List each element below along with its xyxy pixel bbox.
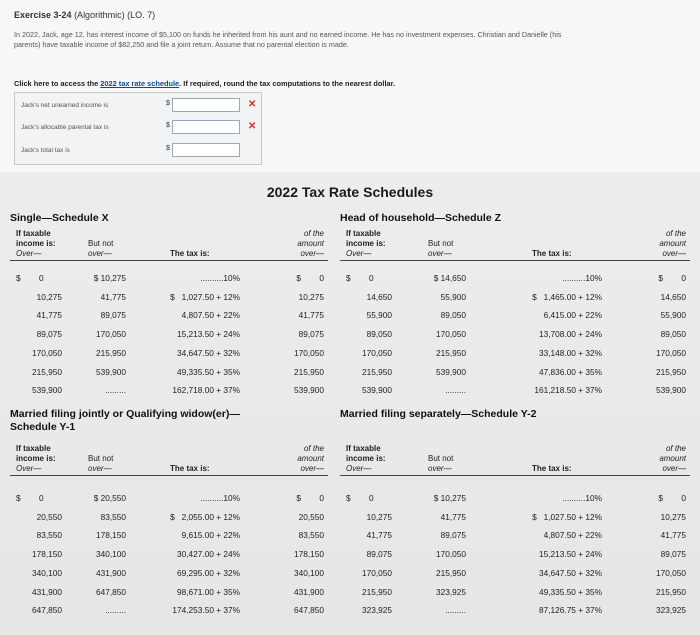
- cell-but-not: 83,550: [100, 511, 126, 522]
- cell-tax: 34,647.50 + 32%: [177, 347, 240, 358]
- cell-but-not: 215,950: [436, 567, 466, 578]
- col-header-income-is: income is:: [346, 454, 386, 463]
- cell-but-not: .........: [445, 605, 466, 616]
- cell-tax: 49,335.50 + 35%: [539, 586, 602, 597]
- schedule-title: Single—Schedule X: [10, 212, 109, 224]
- question-panel: [0, 0, 700, 172]
- cell-amount-over: 83,550: [298, 530, 324, 541]
- schedule-title: Married filing separately—Schedule Y-2: [340, 408, 537, 420]
- exercise-title: Exercise 3-24 (Algorithmic) (LO. 7): [14, 10, 156, 20]
- cell-but-not: 215,950: [436, 347, 466, 358]
- cell-over: 20,550: [36, 511, 62, 522]
- cell-over: 89,050: [366, 329, 392, 340]
- cell-amount-over: 647,850: [294, 605, 324, 616]
- cell-but-not: 170,050: [96, 329, 126, 340]
- cell-tax: 9,615.00 + 22%: [181, 530, 240, 541]
- col-header-over: Over—: [16, 249, 42, 258]
- col-header-over-lower: over—: [428, 249, 452, 258]
- col-header-over-lower: over—: [88, 249, 112, 258]
- sheet-title: 2022 Tax Rate Schedules: [266, 184, 434, 200]
- allocable-parental-tax-input[interactable]: [172, 120, 240, 134]
- header-rule: [340, 260, 690, 261]
- cell-but-not: 170,050: [436, 549, 466, 560]
- col-header-income-is: income is:: [16, 239, 56, 248]
- cell-over: 340,100: [32, 567, 62, 578]
- cell-tax: ..........10%: [562, 493, 602, 503]
- cell-tax: 98,671.00 + 35%: [177, 586, 240, 597]
- cell-but-not: 41,775: [440, 511, 466, 522]
- col-header-but-not: But not: [428, 454, 454, 463]
- cell-tax: ..........10%: [200, 273, 240, 283]
- cell-over: 647,850: [32, 605, 62, 616]
- cell-tax: 15,213.50 + 24%: [539, 549, 602, 560]
- instruction-text: Click here to access the 2022 tax rate schedule. If required, round the tax computations to the nearest dollar.: [14, 79, 396, 88]
- cell-over: 431,900: [32, 586, 62, 597]
- col-header-but-not: But not: [428, 239, 454, 248]
- cell-but-not: 170,050: [436, 329, 466, 340]
- col-header-over: Over—: [16, 464, 42, 473]
- cell-amount-over: $ 0: [296, 273, 324, 283]
- col-header-if-taxable: If taxable: [16, 229, 51, 238]
- cell-but-not: .........: [105, 605, 126, 616]
- cell-over: 215,950: [362, 586, 392, 597]
- cell-amount-over: 215,950: [294, 366, 324, 377]
- cell-tax: 174,253.50 + 37%: [172, 605, 240, 616]
- cell-but-not: $ 10,275: [93, 273, 126, 283]
- cell-over: 10,275: [366, 511, 392, 522]
- cell-but-not: $ 20,550: [93, 493, 126, 503]
- cell-amount-over: 215,950: [656, 366, 686, 377]
- cell-amount-over: 539,900: [656, 385, 686, 396]
- cell-over: $ 0: [16, 493, 44, 503]
- cell-amount-over: 539,900: [294, 385, 324, 396]
- col-header-but-not: But not: [88, 454, 114, 463]
- cell-but-not: 340,100: [96, 549, 126, 560]
- header-rule: [10, 475, 328, 476]
- col-header-tax-is: The tax is:: [532, 249, 572, 258]
- cell-amount-over: 10,275: [298, 291, 324, 302]
- cell-amount-over: 89,075: [660, 549, 686, 560]
- problem-text: In 2022, Jack, age 12, has interest income of $5,100 on funds he inherited from his aunt and no earned income. He has no investment expenses. Christian and Danielle (his parents) have taxable income of $82,250 and file a joint return. Assume that no parental election is made.: [14, 30, 562, 49]
- cell-amount-over: 41,775: [660, 530, 686, 541]
- col-header-over: Over—: [346, 464, 372, 473]
- cell-over: 539,900: [32, 385, 62, 396]
- col-header-tax-is: The tax is:: [170, 249, 210, 258]
- header-rule: [340, 475, 690, 476]
- cell-but-not: 431,900: [96, 567, 126, 578]
- cell-over: 178,150: [32, 549, 62, 560]
- cell-over: $ 0: [16, 273, 44, 283]
- col-header-of-the: of the: [303, 229, 324, 238]
- cell-tax: 69,295.00 + 32%: [177, 567, 240, 578]
- col-header-if-taxable: If taxable: [346, 229, 381, 238]
- cell-over: 170,050: [362, 347, 392, 358]
- cell-tax: 30,427.00 + 24%: [177, 549, 240, 560]
- cell-but-not: 89,075: [440, 530, 466, 541]
- cell-amount-over: 10,275: [660, 511, 686, 522]
- cell-but-not: .........: [105, 385, 126, 396]
- col-header-income-is: income is:: [16, 454, 56, 463]
- cell-amount-over: 170,050: [656, 347, 686, 358]
- cell-amount-over: $ 0: [658, 273, 686, 283]
- cell-amount-over: 55,900: [660, 310, 686, 321]
- cell-tax: 33,148.00 + 32%: [539, 347, 602, 358]
- col-header-over-amount: over—: [300, 249, 324, 258]
- answer-box: [14, 92, 262, 165]
- cell-amount-over: 89,050: [660, 329, 686, 340]
- cell-over: 41,775: [366, 530, 392, 541]
- cell-but-not: $ 14,650: [433, 273, 466, 283]
- schedule-title: Married filing jointly or Qualifying widow(er)—: [10, 408, 240, 420]
- cell-tax: 4,807.50 + 22%: [181, 310, 240, 321]
- cell-over: 14,650: [366, 291, 392, 302]
- cell-tax: 13,708.00 + 24%: [539, 329, 602, 340]
- cell-over: 55,900: [366, 310, 392, 321]
- cell-but-not: 178,150: [96, 530, 126, 541]
- cell-tax: 161,218.50 + 37%: [534, 385, 602, 396]
- cell-over: 83,550: [36, 530, 62, 541]
- cell-tax: 4,807.50 + 22%: [543, 530, 602, 541]
- schedule-title-line2: Schedule Y-1: [10, 421, 76, 433]
- answer-row-net-unearned: Jack's net unearned income is $ ✕: [21, 99, 257, 110]
- cell-tax: ..........10%: [200, 493, 240, 503]
- cell-tax: $ 2,055.00 + 12%: [170, 511, 240, 522]
- cell-amount-over: 340,100: [294, 567, 324, 578]
- cell-tax: $ 1,027.50 + 12%: [532, 511, 602, 522]
- cell-tax: ..........10%: [562, 273, 602, 283]
- cell-over: $ 0: [346, 273, 374, 283]
- col-header-over-amount: over—: [662, 249, 686, 258]
- cell-amount-over: 323,925: [656, 605, 686, 616]
- cell-over: 170,050: [32, 347, 62, 358]
- cell-over: 215,950: [362, 366, 392, 377]
- cell-tax: 49,335.50 + 35%: [177, 366, 240, 377]
- cell-tax: 87,126.75 + 37%: [539, 605, 602, 616]
- col-header-but-not: But not: [88, 239, 114, 248]
- col-header-if-taxable: If taxable: [16, 444, 51, 453]
- col-header-over-lower: over—: [428, 464, 452, 473]
- col-header-over-amount: over—: [662, 464, 686, 473]
- tax-schedule-link[interactable]: 2022 tax rate schedule: [100, 79, 180, 88]
- col-header-amount: amount: [297, 454, 324, 463]
- cell-tax: 6,415.00 + 22%: [543, 310, 602, 321]
- cell-over: 10,275: [36, 291, 62, 302]
- cell-amount-over: 178,150: [294, 549, 324, 560]
- cell-tax: 34,647.50 + 32%: [539, 567, 602, 578]
- cell-amount-over: 431,900: [294, 586, 324, 597]
- cell-but-not: 323,925: [436, 586, 466, 597]
- cell-but-not: 539,900: [96, 366, 126, 377]
- cell-amount-over: 215,950: [656, 586, 686, 597]
- col-header-of-the: of the: [665, 444, 686, 453]
- cell-but-not: 89,075: [100, 310, 126, 321]
- cell-over: 323,925: [362, 605, 392, 616]
- cell-amount-over: 170,050: [656, 567, 686, 578]
- cell-over: 89,075: [36, 329, 62, 340]
- cell-over: 215,950: [32, 366, 62, 377]
- cell-amount-over: $ 0: [658, 493, 686, 503]
- col-header-amount: amount: [659, 239, 686, 248]
- cell-amount-over: 20,550: [298, 511, 324, 522]
- cell-tax: 162,718.00 + 37%: [172, 385, 240, 396]
- cell-tax: 15,213.50 + 24%: [177, 329, 240, 340]
- answer-row-total-tax: Jack's total tax is $: [15, 140, 261, 162]
- col-header-amount: amount: [297, 239, 324, 248]
- close-icon: ✕: [248, 99, 257, 110]
- cell-but-not: .........: [445, 385, 466, 396]
- cell-but-not: 215,950: [96, 347, 126, 358]
- cell-tax: $ 1,465.00 + 12%: [532, 291, 602, 302]
- col-header-of-the: of the: [665, 229, 686, 238]
- cell-but-not: $ 10,275: [433, 493, 466, 503]
- cell-amount-over: 41,775: [298, 310, 324, 321]
- cell-but-not: 539,900: [436, 366, 466, 377]
- cell-amount-over: $ 0: [296, 493, 324, 503]
- answer-row-parental-tax: Jack's allocable parental tax is $ ✕: [21, 121, 257, 132]
- header-rule: [10, 260, 328, 261]
- col-header-over-amount: over—: [300, 464, 324, 473]
- cell-amount-over: 89,075: [298, 329, 324, 340]
- cell-over: 41,775: [36, 310, 62, 321]
- cell-amount-over: 14,650: [660, 291, 686, 302]
- col-header-tax-is: The tax is:: [170, 464, 210, 473]
- col-header-income-is: income is:: [346, 239, 386, 248]
- cell-but-not: 89,050: [440, 310, 466, 321]
- col-header-over-lower: over—: [88, 464, 112, 473]
- total-tax-input[interactable]: [172, 143, 240, 157]
- col-header-if-taxable: If taxable: [346, 444, 381, 453]
- cell-over: 170,050: [362, 567, 392, 578]
- cell-tax: 47,836.00 + 35%: [539, 366, 602, 377]
- net-unearned-income-input[interactable]: [172, 98, 240, 112]
- col-header-amount: amount: [659, 454, 686, 463]
- cell-over: 89,075: [366, 549, 392, 560]
- cell-but-not: 647,850: [96, 586, 126, 597]
- cell-tax: $ 1,027.50 + 12%: [170, 291, 240, 302]
- cell-but-not: 55,900: [440, 291, 466, 302]
- col-header-over: Over—: [346, 249, 372, 258]
- cell-but-not: 41,775: [100, 291, 126, 302]
- col-header-tax-is: The tax is:: [532, 464, 572, 473]
- col-header-of-the: of the: [303, 444, 324, 453]
- cell-over: 539,900: [362, 385, 392, 396]
- close-icon: ✕: [248, 121, 257, 132]
- cell-amount-over: 170,050: [294, 347, 324, 358]
- cell-over: $ 0: [346, 493, 374, 503]
- schedule-title: Head of household—Schedule Z: [340, 212, 502, 224]
